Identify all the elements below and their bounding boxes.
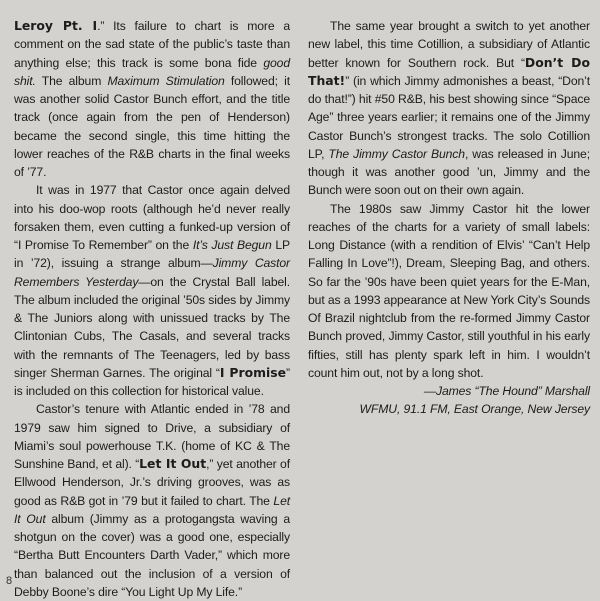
album-title: It’s Just Begun: [192, 238, 272, 252]
signature-author: —James “The Hound” Marshall: [423, 384, 590, 398]
album-title: good shit.: [14, 55, 290, 88]
signature-station: WFMU, 91.1 FM, East Orange, New Jersey: [359, 402, 590, 417]
body-text: .” Its failure to chart is more a comment on the sad state of the public’s taste than anything else; this track is some bona fide: [14, 19, 290, 70]
album-title: Jimmy Castor Remembers Yesterday: [14, 256, 290, 289]
album-title: The Jimmy Castor Bunch: [328, 146, 465, 161]
body-text: It was in 1977 that Castor once again delved into his doo-wop roots (although he’d never really forsaken them, even cutting a funked-up version of “I Promise To Remember” on the: [14, 183, 290, 252]
paragraph-doo-wop: [14, 181, 290, 400]
right-column: [308, 17, 590, 419]
page-number: 8: [6, 575, 13, 587]
body-text: , was released in June; though it was another good ’un, Jimmy and the Bunch were soon out on their own again.: [308, 146, 590, 198]
body-text: ” is included on this collection for historical value.: [14, 365, 290, 398]
song-title: Leroy Pt. I: [14, 18, 98, 33]
body-text: ,” yet another of Ellwood Henderson, Jr.’s driving grooves, was as good as R&B got in ’79 but it failed to chart. The: [14, 457, 290, 508]
body-text: LP in ’72), issuing a strange album—: [14, 238, 290, 271]
song-title: I Promise: [219, 364, 287, 380]
paragraph-leroy: [14, 17, 290, 181]
body-text: followed; it was another solid Castor Bunch effort, and the title track (once again from the pen of Henderson) became the second single, this time hitting the lower reaches of the R&B charts in the final weeks of ’77.: [14, 73, 290, 179]
body-text: Castor’s tenure with Atlantic ended in ’78 and 1979 saw him signed to Drive, a subsidiary of Miami’s soul powerhouse T.K. (home of KC & The Sunshine Band, et al). “: [14, 402, 290, 471]
paragraph-atlantic-ended: [14, 400, 290, 601]
body-text: The same year brought a switch to yet another new label, this time Cotillion, a subsidiary of Atlantic better known for Southern rock. But “: [308, 19, 590, 70]
body-text: The album: [35, 73, 108, 88]
left-column: [14, 17, 290, 601]
paragraph-1980s: [308, 200, 590, 383]
body-text: The 1980s saw Jimmy Castor hit the lower reaches of the charts for a variety of small labels: Long Distance (with a rendition of Elvis’ “Can’t Help Falling In Love”!), Dream, Sleeping Bag, and others. So far the ’90s have been quiet years for the E-Man, but as a 1993 appearance at New York City’s Sounds Of Brazil nightclub from the re-formed Jimmy Castor Bunch proved, Jimmy Castor, still youthful in his early fifties, still has plenty spark left in him. I wouldn’t count him out, not by a long shot.: [308, 201, 590, 380]
body-text: ” (in which Jimmy admonishes a beast, “Don’t do that!”) hit #50 R&B, his best showing since “Space Age” three years earlier; it remains one of the Jimmy Castor Bunch’s strongest tracks. The solo Cotillion LP,: [308, 73, 590, 161]
song-title: Let It Out: [139, 456, 207, 471]
paragraph-cotillion: [308, 17, 590, 200]
body-text: album (Jimmy as a protogangsta waving a shotgun on the cover) was a good one, especially “Bertha Butt Encounters Darth Vader,” which more than balanced out the inclusion of a version of Debby Boone’s dire “You Light Up My Life.”: [14, 511, 290, 599]
body-text: —on the Crystal Ball label. The album included the original ’50s sides by Jimmy & The Juniors along with unissued tracks by The Clintonian Cubs, The Casals, and several tracks with the remnants of The Teenagers, led by bass singer Sherman Garnes. The original “: [14, 274, 290, 380]
album-title: Let It Out: [14, 493, 290, 526]
song-title: Don’t Do That!: [308, 54, 590, 88]
album-title: Maximum Stimulation: [107, 73, 225, 88]
